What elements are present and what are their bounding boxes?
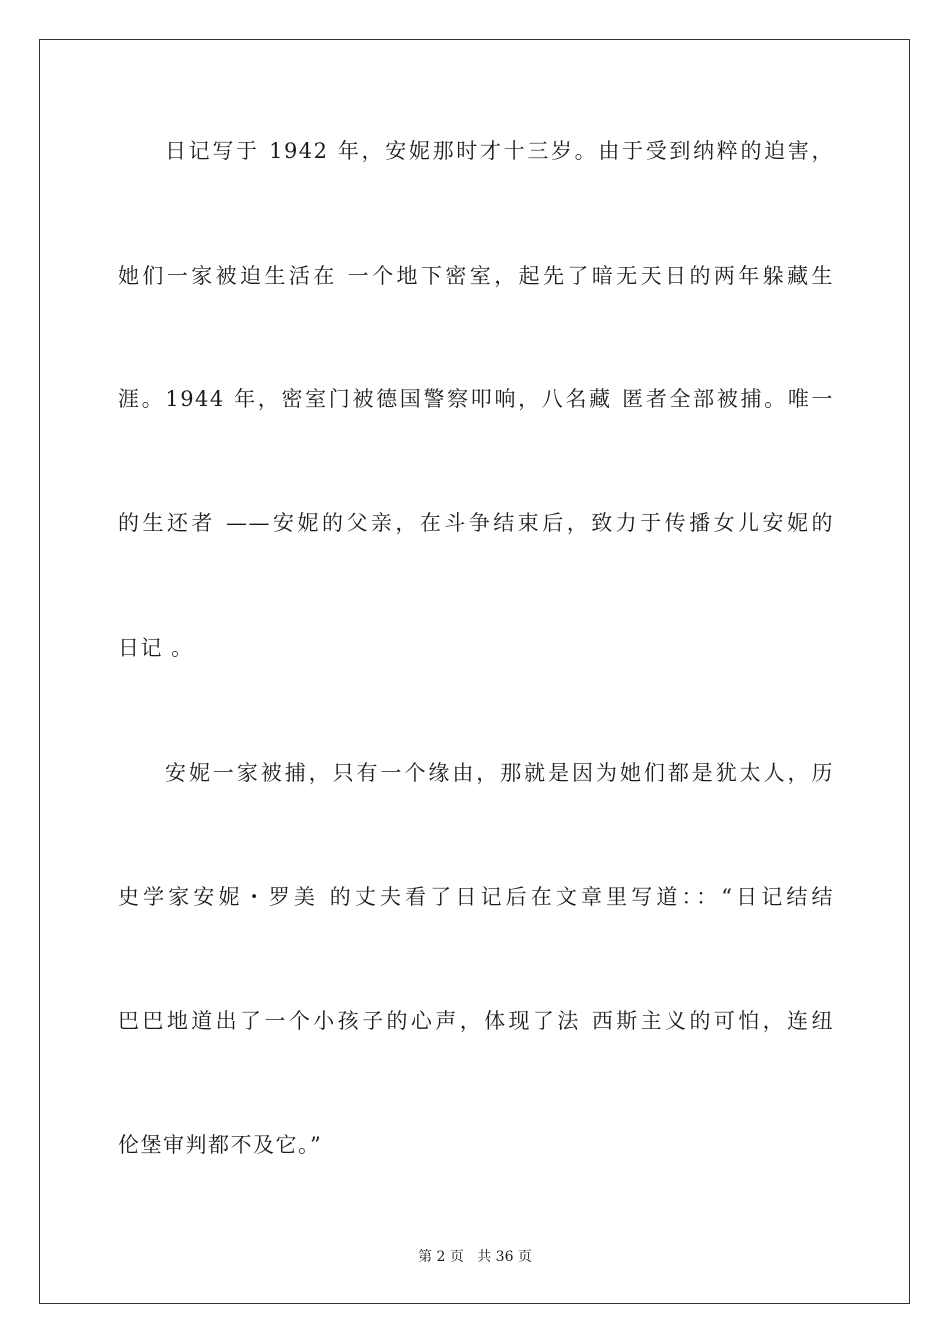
- paragraph-1-line-1: 日记写于 1942 年，安妮那时才十三岁。由于受到纳粹的迫害，: [165, 139, 834, 163]
- page-number-footer: [0, 1247, 950, 1267]
- paragraph-2-line-4: 伦堡审判都不及它。”: [118, 1133, 323, 1157]
- paragraph-2-line-3: 巴巴地道出了一个小孩子的心声，体现了法 西斯主义的可怕，连纽: [118, 1009, 834, 1033]
- paragraph-1-line-5: 日记 。: [118, 636, 194, 660]
- page-border: [39, 39, 910, 1304]
- paragraph-1-line-3: 涯。1944 年，密室门被德国警察叩响，八名藏 匿者全部被捕。唯一: [118, 387, 834, 411]
- paragraph-1-line-4: 的生还者 ——安妮的父亲，在斗争结束后，致力于传播女儿安妮的: [118, 511, 834, 535]
- paragraph-2-line-1: 安妮一家被捕，只有一个缘由，那就是因为她们都是犹太人，历: [165, 761, 834, 785]
- page-indicator: 第 2 页 共 36 页: [418, 1249, 532, 1265]
- paragraph-1-line-2: 她们一家被迫生活在 一个地下密室，起先了暗无天日的两年躲藏生: [118, 264, 834, 288]
- paragraph-2-line-2: 史学家安妮・罗美 的丈夫看了日记后在文章里写道：：“日记结结: [118, 885, 834, 909]
